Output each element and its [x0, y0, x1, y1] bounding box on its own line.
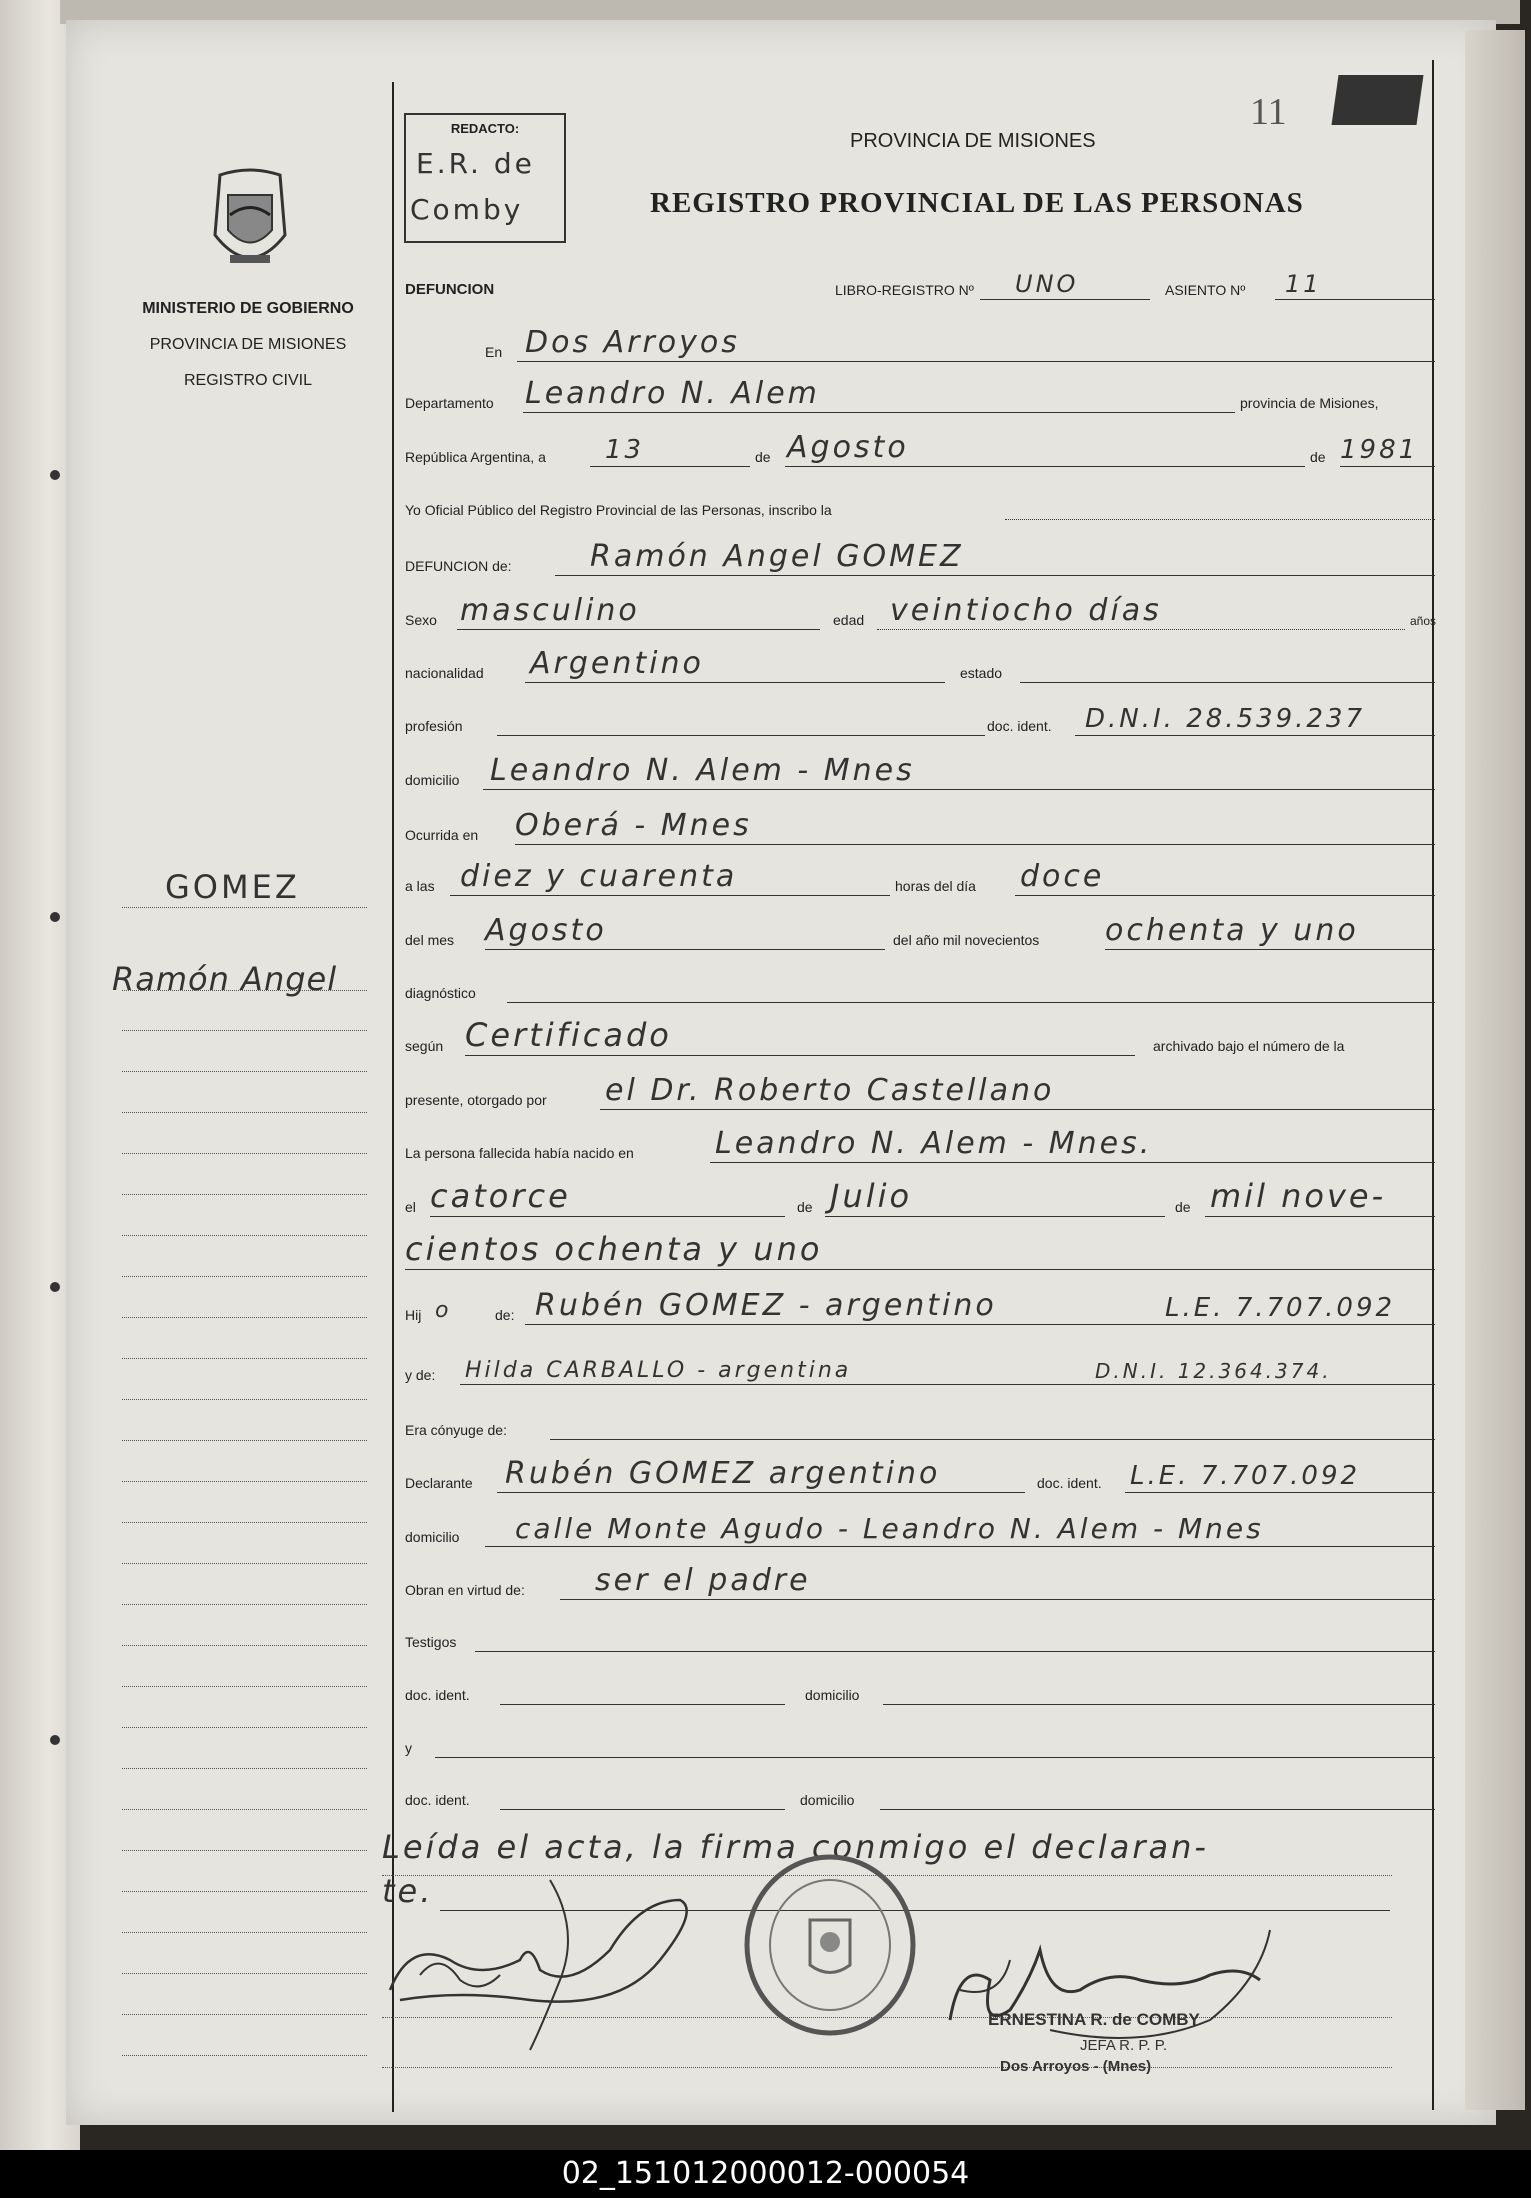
field-label: doc. ident. — [1037, 1475, 1102, 1491]
form-fill-line — [483, 789, 1435, 790]
image-caption: 02_151012000012-000054 — [0, 2150, 1531, 2198]
field-label: ASIENTO Nº — [1165, 282, 1246, 298]
form-row — [405, 910, 1431, 950]
field-label: de: — [495, 1307, 515, 1323]
binding-hole — [50, 1735, 60, 1745]
handwritten-value: diez y cuarenta — [460, 859, 738, 894]
registrar-title: JEFA R. P. P. — [1080, 2037, 1167, 2054]
field-label: diagnóstico — [405, 985, 476, 1001]
form-fill-line — [457, 629, 820, 630]
form-fill-line — [460, 1384, 1435, 1385]
field-label: Era cónyuge de: — [405, 1422, 507, 1438]
form-fill-line — [450, 895, 890, 896]
field-label: Ocurrida en — [405, 827, 479, 843]
handwritten-value: doce — [1020, 859, 1105, 894]
form-row — [405, 1016, 1431, 1056]
handwritten-value: L.E. 7.707.092 — [1130, 1461, 1361, 1491]
handwritten-value: Oberá - Mnes — [515, 808, 752, 843]
margin-rule — [122, 1358, 367, 1359]
field-label: Obran en virtud de: — [405, 1582, 525, 1598]
form-fill-line — [497, 735, 985, 736]
margin-rule — [122, 1850, 367, 1851]
field-label: provincia de Misiones, — [1240, 395, 1379, 411]
form-fill-line — [405, 1269, 1435, 1270]
margin-rule — [122, 1276, 367, 1277]
handwritten-value: D.N.I. 12.364.374. — [1095, 1359, 1332, 1383]
form-right-rule — [1432, 60, 1434, 2110]
margin-surname: GOMEZ — [165, 868, 300, 906]
margin-rule — [122, 1768, 367, 1769]
form-row — [405, 480, 1431, 520]
form-fill-line — [825, 1216, 1165, 1217]
form-fill-line — [1020, 682, 1435, 683]
field-label: años — [1410, 614, 1437, 628]
field-label: domicilio — [405, 1529, 460, 1545]
form-fill-line — [1015, 895, 1435, 896]
redacto-value-1: E.R. de — [416, 147, 535, 180]
field-label: archivado bajo el número de la — [1153, 1038, 1345, 1054]
form-fill-line — [560, 1599, 1435, 1600]
handwritten-value: catorce — [430, 1177, 571, 1215]
handwritten-value: veintiocho días — [890, 593, 1162, 628]
ministry-title: MINISTERIO DE GOBIERNO — [142, 300, 354, 317]
field-label: presente, otorgado por — [405, 1092, 547, 1108]
closing-line-2: te. — [382, 1872, 434, 1910]
field-label: a las — [405, 878, 435, 894]
redacted-number — [1331, 75, 1423, 125]
official-seal-icon — [740, 1850, 920, 2040]
handwritten-value: Hilda CARBALLO - argentina — [465, 1358, 852, 1383]
margin-rule — [122, 1973, 367, 1974]
margin-rule — [122, 1071, 367, 1072]
form-fill-line — [785, 466, 1305, 467]
margin-rule — [122, 1481, 367, 1482]
margin-rule — [122, 1153, 367, 1154]
field-label: de — [797, 1199, 813, 1215]
form-row — [405, 1560, 1431, 1600]
registrar-place: Dos Arroyos - (Mnes) — [1000, 2058, 1152, 2075]
form-fill-line — [430, 1216, 785, 1217]
field-label: Departamento — [405, 395, 494, 411]
form-fill-line — [1340, 466, 1435, 467]
handwritten-value: 13 — [605, 435, 645, 465]
field-label: y — [405, 1740, 412, 1756]
page-number: 11 — [1250, 91, 1287, 133]
handwritten-value: 11 — [1285, 270, 1322, 298]
redacto-value-2: Comby — [410, 193, 524, 226]
form-fill-line — [485, 949, 885, 950]
margin-rule — [122, 1686, 367, 1687]
form-fill-line — [877, 629, 1405, 630]
form-row — [405, 536, 1431, 576]
redacto-label: REDACTO: — [450, 121, 520, 136]
form-row — [405, 1230, 1431, 1270]
field-label: Yo Oficial Público del Registro Provincial de las Personas, inscribo la — [405, 502, 832, 518]
handwritten-value: Certificado — [465, 1016, 672, 1054]
field-label: Testigos — [405, 1634, 457, 1650]
form-fill-line — [1075, 735, 1435, 736]
form-row — [405, 1070, 1431, 1110]
form-fill-line — [523, 412, 1235, 413]
margin-rule — [122, 1809, 367, 1810]
form-fill-line — [710, 1162, 1435, 1163]
binding-hole — [50, 470, 60, 480]
field-label: doc. ident. — [405, 1687, 470, 1703]
form-fill-line — [485, 1546, 1435, 1547]
registry-heading: REGISTRO PROVINCIAL DE LAS PERSONAS — [650, 187, 1304, 219]
form-row — [405, 1612, 1431, 1652]
form-fill-line — [517, 361, 1435, 362]
field-label: domicilio — [805, 1687, 860, 1703]
field-label: DEFUNCION — [405, 281, 495, 298]
form-row — [405, 260, 1431, 300]
margin-rule — [122, 1317, 367, 1318]
form-fill-line — [880, 1809, 1435, 1810]
form-row — [405, 1453, 1431, 1493]
handwritten-value: Agosto — [787, 430, 909, 465]
form-fill-line — [475, 1651, 1435, 1652]
form-row — [405, 643, 1431, 683]
handwritten-value: L.E. 7.707.092 — [1165, 1293, 1396, 1323]
field-label: nacionalidad — [405, 665, 484, 681]
margin-rule — [122, 1194, 367, 1195]
handwritten-value: D.N.I. 28.539.237 — [1085, 704, 1366, 734]
form-fill-line — [515, 844, 1435, 845]
form-row — [405, 322, 1431, 362]
handwritten-value: ochenta y uno — [1105, 913, 1359, 948]
handwritten-value: el Dr. Roberto Castellano — [605, 1073, 1055, 1108]
closing-line-1: Leída el acta, la firma conmigo el declaran- — [382, 1828, 1209, 1866]
form-fill-line — [1125, 1492, 1435, 1493]
handwritten-value: mil nove- — [1210, 1177, 1387, 1215]
handwritten-value: masculino — [460, 593, 640, 628]
field-label: edad — [833, 612, 865, 628]
margin-rule — [122, 1727, 367, 1728]
margin-given-names: Ramón Angel — [112, 960, 338, 998]
form-fill-line — [500, 1809, 785, 1810]
field-label: LIBRO-REGISTRO Nº — [835, 282, 974, 298]
page-edge — [1465, 30, 1525, 2110]
form-row — [405, 1285, 1431, 1325]
form-fill-line — [600, 1109, 1435, 1110]
handwritten-value: 1981 — [1340, 435, 1419, 465]
form-row — [405, 963, 1431, 1003]
field-label: DEFUNCION de: — [405, 558, 512, 574]
field-label: doc. ident. — [987, 718, 1052, 734]
margin-rule — [122, 1645, 367, 1646]
field-label: el — [405, 1199, 416, 1215]
form-fill-line — [507, 1002, 1435, 1003]
form-fill-line — [525, 682, 945, 683]
handwritten-value: Leandro N. Alem — [525, 376, 820, 411]
handwritten-value: Rubén GOMEZ argentino — [505, 1456, 941, 1491]
form-row — [405, 1177, 1431, 1217]
field-label: La persona fallecida había nacido en — [405, 1145, 634, 1161]
form-fill-line — [1205, 1216, 1435, 1217]
form-fill-line — [465, 1055, 1135, 1056]
margin-rule — [122, 2055, 367, 2056]
handwritten-value: Argentino — [530, 646, 704, 681]
field-label: profesión — [405, 718, 463, 734]
field-label: doc. ident. — [405, 1792, 470, 1808]
province-heading: PROVINCIA DE MISIONES — [850, 130, 1096, 152]
form-row — [405, 427, 1431, 467]
registrar-name: ERNESTINA R. de COMBY — [988, 2010, 1200, 2029]
form-fill-line — [883, 1704, 1435, 1705]
province-label: PROVINCIA DE MISIONES — [149, 336, 347, 353]
binding-hole — [50, 1282, 60, 1292]
handwritten-value: Julio — [830, 1177, 913, 1215]
field-label: de — [1175, 1199, 1191, 1215]
field-label: Hij — [405, 1307, 422, 1323]
form-row — [405, 1400, 1431, 1440]
form-fill-line — [980, 299, 1150, 300]
redacto-box — [404, 113, 566, 243]
form-fill-line — [497, 1492, 1025, 1493]
field-label: del mes — [405, 932, 455, 948]
form-row — [405, 805, 1431, 845]
handwritten-value: UNO — [1015, 270, 1079, 298]
handwritten-value: ser el padre — [595, 1563, 811, 1598]
form-fill-line — [1105, 949, 1435, 950]
margin-rule — [122, 1399, 367, 1400]
margin-rule — [122, 1563, 367, 1564]
handwritten-value: Ramón Angel GOMEZ — [590, 539, 964, 574]
form-row — [405, 1665, 1431, 1705]
field-label: Declarante — [405, 1475, 473, 1491]
margin-rule — [122, 1112, 367, 1113]
handwritten-value: Agosto — [485, 913, 607, 948]
field-label: En — [485, 344, 503, 360]
margin-rule — [122, 907, 367, 908]
field-label: horas del día — [895, 878, 976, 894]
field-label: domicilio — [405, 772, 460, 788]
form-row — [405, 590, 1437, 630]
form-row — [405, 373, 1431, 413]
form-row — [405, 1507, 1431, 1547]
form-row — [405, 1770, 1431, 1810]
form-row — [405, 856, 1431, 896]
coat-of-arms-icon — [200, 165, 300, 280]
handwritten-value: Dos Arroyos — [525, 325, 740, 360]
field-label: de — [755, 449, 771, 465]
form-row — [405, 1345, 1431, 1385]
handwritten-value: Leandro N. Alem - Mnes. — [715, 1126, 1153, 1161]
civil-registry-label: REGISTRO CIVIL — [183, 372, 313, 389]
form-fill-line — [550, 1439, 1435, 1440]
form-fill-line — [500, 1704, 785, 1705]
field-label: del año mil novecientos — [893, 932, 1040, 948]
form-fill-line — [1005, 519, 1435, 520]
margin-rule — [122, 1891, 367, 1892]
margin-rule — [122, 1235, 367, 1236]
margin-rule — [122, 2014, 367, 2015]
field-label: estado — [960, 665, 1003, 681]
margin-rule — [122, 990, 367, 991]
form-fill-line — [435, 1757, 1435, 1758]
registrar-signature — [940, 1920, 1320, 2050]
field-label: y de: — [405, 1367, 436, 1383]
margin-rule — [122, 1604, 367, 1605]
binding-hole — [50, 912, 60, 922]
signature-rule — [382, 2067, 1392, 2068]
form-fill-line — [590, 466, 750, 467]
field-label: Sexo — [405, 612, 437, 628]
handwritten-value: Rubén GOMEZ - argentino — [535, 1288, 997, 1323]
margin-rule — [122, 1030, 367, 1031]
handwritten-value: calle Monte Agudo - Leandro N. Alem - Mnes — [515, 1512, 1264, 1545]
field-label: según — [405, 1038, 444, 1054]
margin-rule — [122, 1932, 367, 1933]
form-row — [405, 696, 1431, 736]
form-fill-line — [1275, 299, 1435, 300]
declarant-signature — [380, 1840, 720, 2060]
field-label: de — [1310, 449, 1326, 465]
handwritten-value: o — [435, 1298, 452, 1323]
handwritten-value: Leandro N. Alem - Mnes — [490, 753, 915, 788]
field-label: República Argentina, a — [405, 449, 546, 465]
form-left-rule — [392, 82, 394, 2112]
field-label: domicilio — [800, 1792, 855, 1808]
margin-rule — [122, 1522, 367, 1523]
form-row — [405, 1123, 1431, 1163]
form-row — [405, 1718, 1431, 1758]
handwritten-value: cientos ochenta y uno — [405, 1230, 823, 1268]
margin-rule — [122, 1440, 367, 1441]
form-row — [405, 750, 1431, 790]
form-fill-line — [555, 575, 1435, 576]
form-fill-line — [525, 1324, 1435, 1325]
